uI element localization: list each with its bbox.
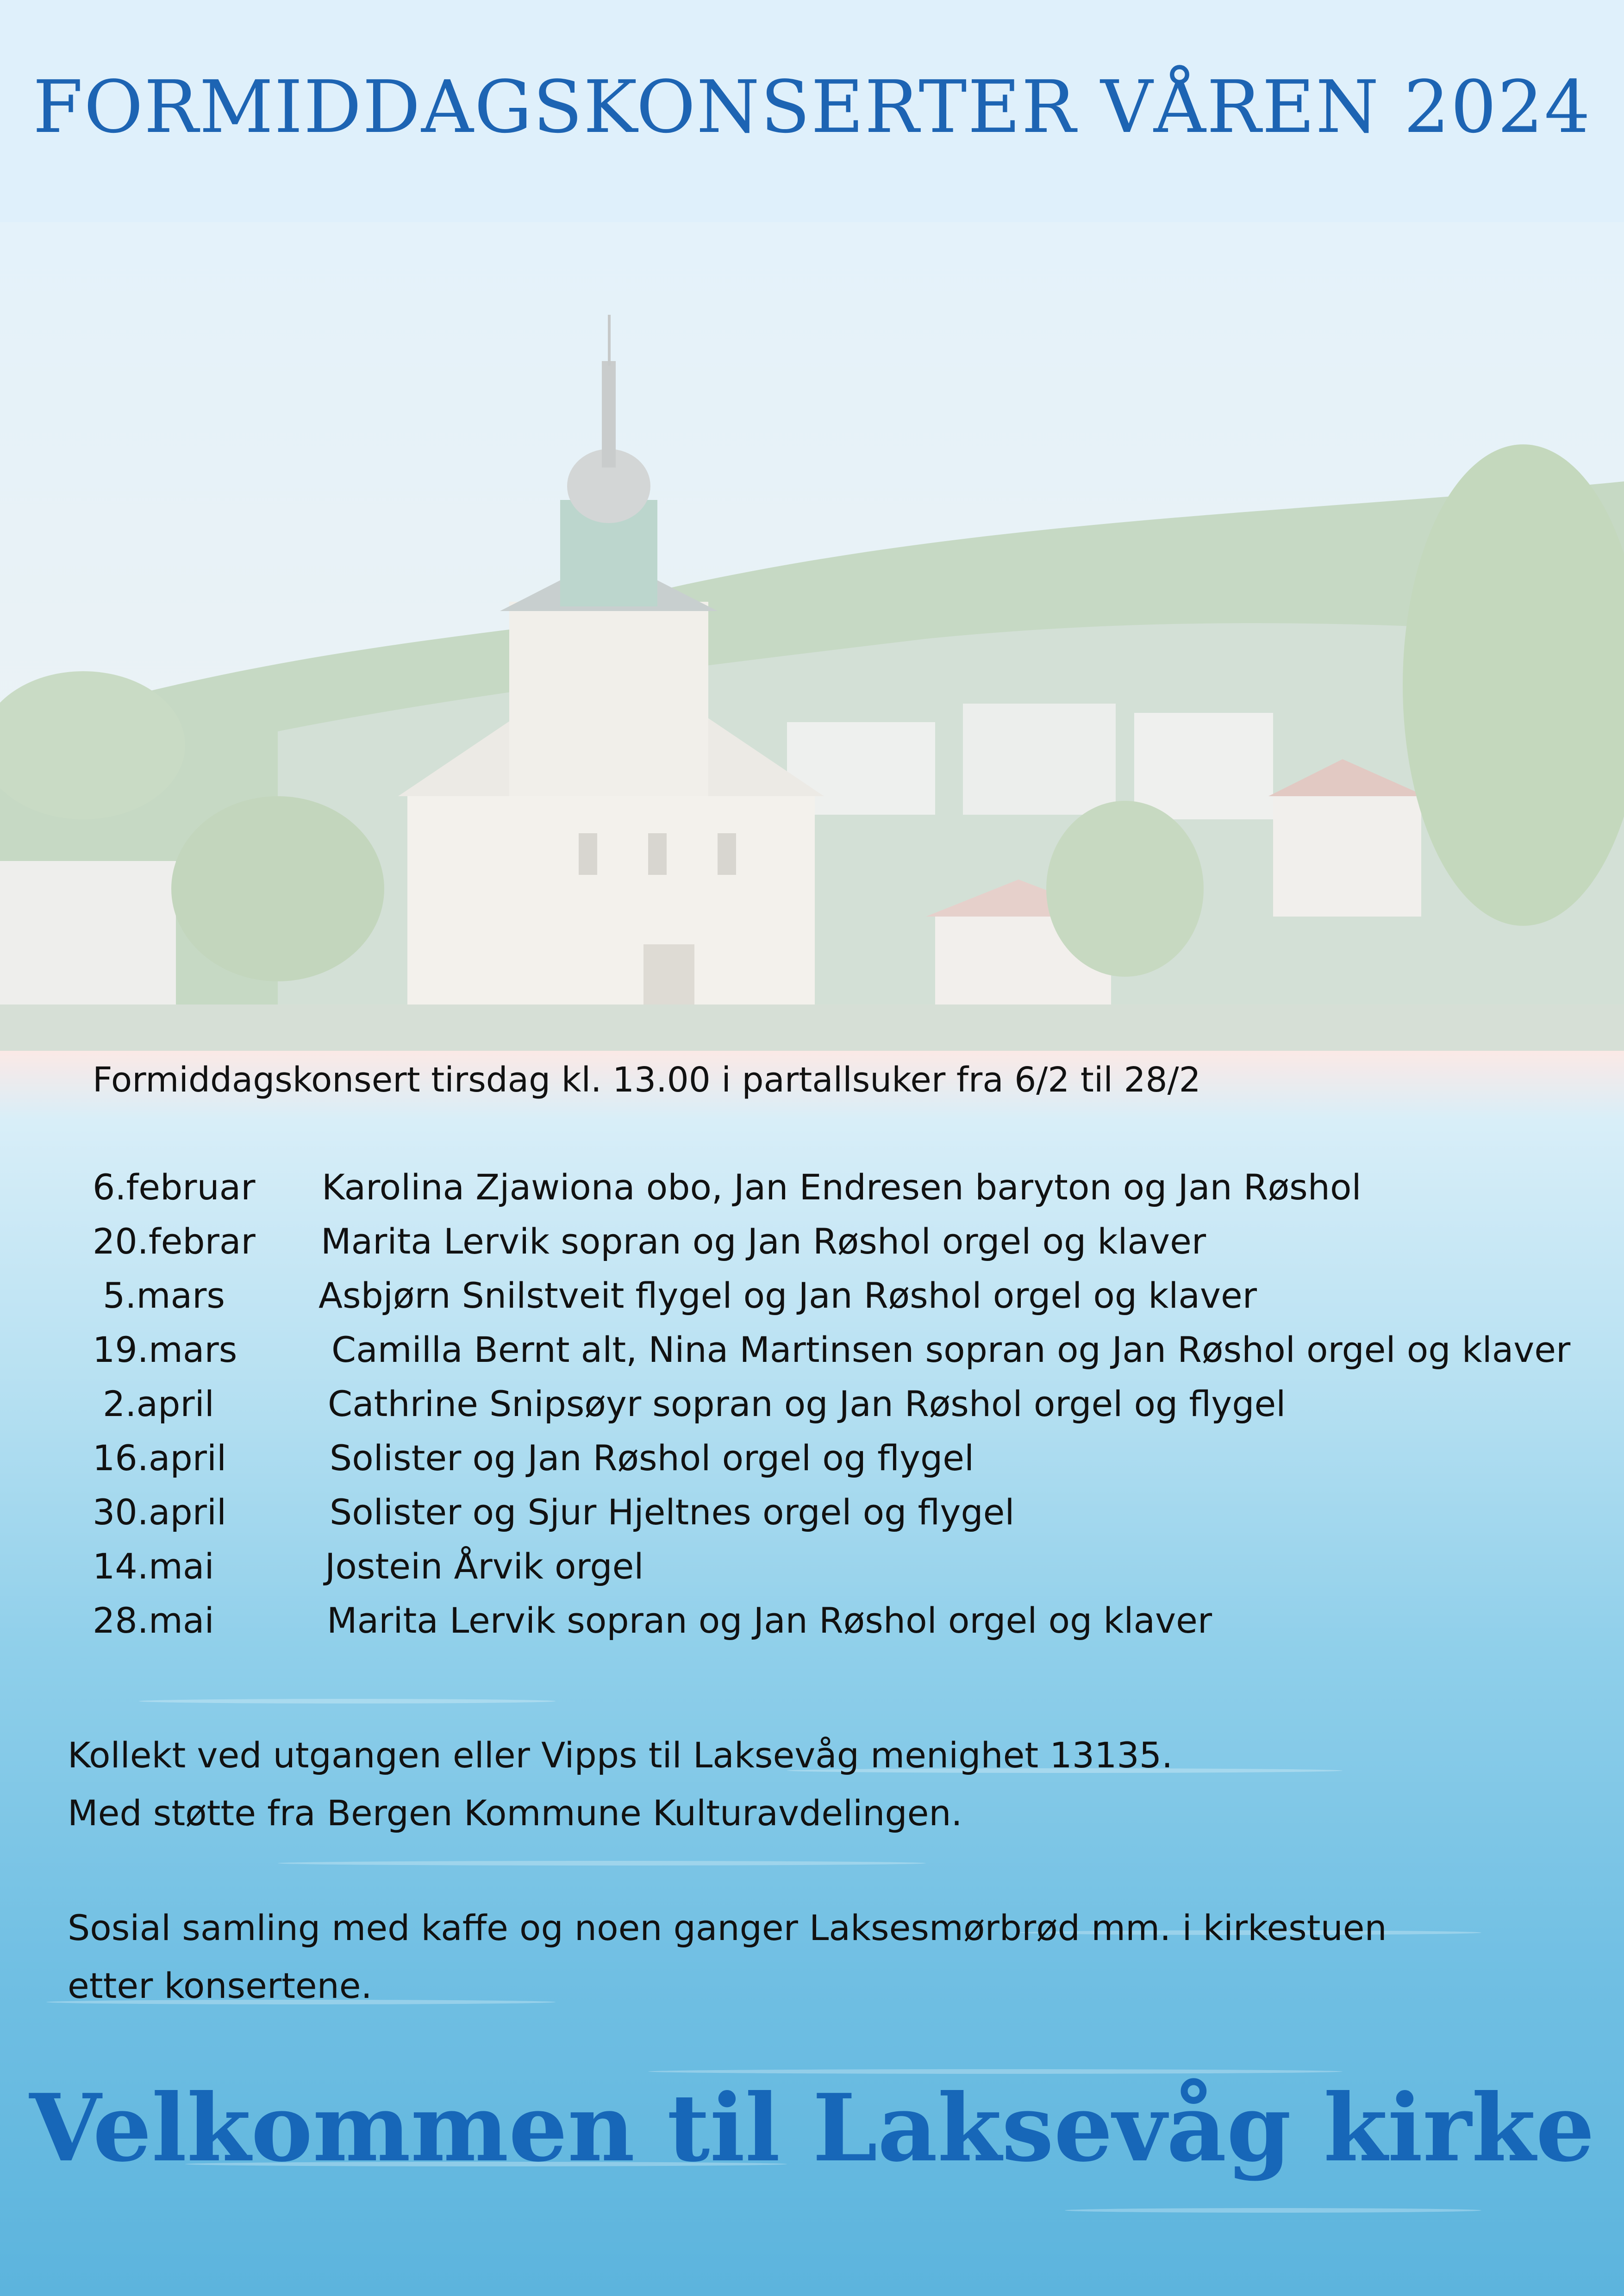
- concert-description: Marita Lervik sopran og Jan Røshol orgel og klaver: [327, 1600, 1212, 1641]
- concert-date: 28.mai: [93, 1600, 214, 1641]
- social-text-line-2: etter konsertene.: [68, 1965, 372, 2006]
- concert-date: 6.februar: [93, 1167, 256, 1208]
- concert-description: Camilla Bernt alt, Nina Martinsen sopran og Jan Røshol orgel og klaver: [331, 1329, 1571, 1370]
- concert-date: 5.mars: [103, 1275, 225, 1316]
- concert-description: Karolina Zjawiona obo, Jan Endresen baryton og Jan Røshol: [322, 1167, 1362, 1208]
- collection-text: Kollekt ved utgangen eller Vipps til Laksevåg menighet 13135.: [68, 1734, 1173, 1776]
- church-illustration: [0, 222, 1624, 1051]
- concert-date: 16.april: [93, 1437, 227, 1479]
- concert-description: Solister og Sjur Hjeltnes orgel og flygel: [330, 1491, 1015, 1533]
- church-photo: [0, 222, 1624, 1051]
- header-band: [0, 0, 1624, 222]
- concert-date: 30.april: [93, 1491, 227, 1533]
- support-text: Med støtte fra Bergen Kommune Kulturavdelingen.: [68, 1792, 962, 1834]
- concert-description: Jostein Årvik orgel: [325, 1546, 644, 1587]
- concert-date: 2.april: [103, 1383, 214, 1424]
- social-text-line-1: Sosial samling med kaffe og noen ganger Laksesmørbrød mm. i kirkestuen: [68, 1907, 1387, 1948]
- concert-date: 20.febrar: [93, 1221, 256, 1262]
- concert-description: Solister og Jan Røshol orgel og flygel: [330, 1437, 974, 1479]
- concert-description: Asbjørn Snilstveit flygel og Jan Røshol orgel og klaver: [319, 1275, 1257, 1316]
- intro-text: Formiddagskonsert tirsdag kl. 13.00 i partallsuker fra 6/2 til 28/2: [93, 1060, 1201, 1100]
- page-title: FORMIDDAGSKONSERTER VÅREN 2024: [32, 65, 1592, 149]
- concert-description: Cathrine Snipsøyr sopran og Jan Røshol orgel og flygel: [328, 1383, 1286, 1424]
- concert-description: Marita Lervik sopran og Jan Røshol orgel og klaver: [321, 1221, 1206, 1262]
- welcome-heading: Velkommen til Laksevåg kirke: [29, 2074, 1595, 2183]
- concert-date: 14.mai: [93, 1546, 214, 1587]
- concert-date: 19.mars: [93, 1329, 237, 1370]
